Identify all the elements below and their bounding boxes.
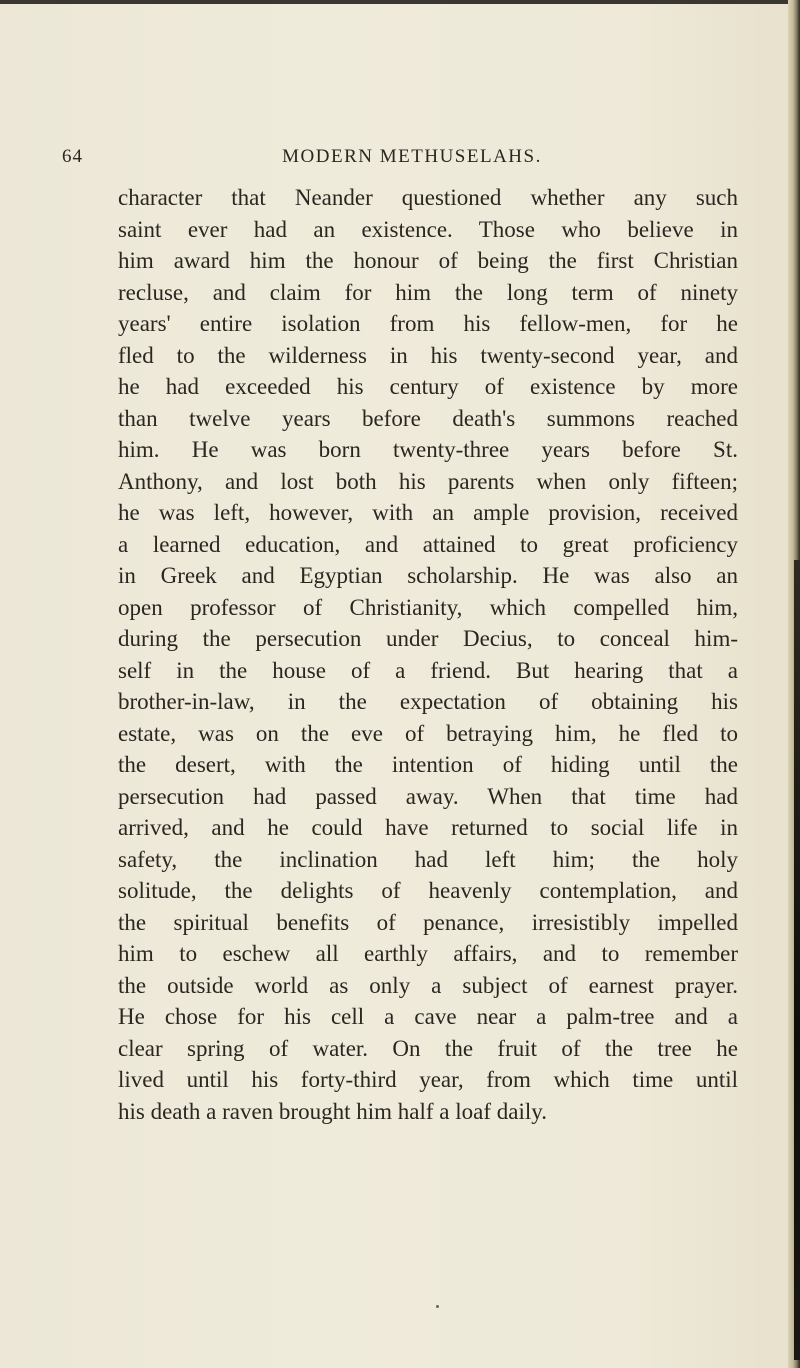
- running-title: MODERN METHUSELAHS.: [282, 146, 542, 167]
- text-line: the spiritual benefits of penance, irresistibly impelled: [118, 909, 738, 935]
- text-line: saint ever had an existence. Those who believe in: [118, 216, 738, 242]
- text-line: solitude, the delights of heavenly contemplation, and: [118, 878, 738, 903]
- text-line: than twelve years before death's summons reached: [118, 405, 738, 431]
- text-line: fled to the wilderness in his twenty-second year, and: [118, 342, 738, 368]
- text-line: persecution had passed away. When that time had: [118, 783, 738, 809]
- page-number: 64: [62, 146, 83, 167]
- text-line: recluse, and claim for him the long term of ninety: [118, 279, 738, 305]
- text-line: him to eschew all earthly affairs, and to remember: [118, 941, 738, 966]
- text-line: in Greek and Egyptian scholarship. He was also an: [118, 563, 738, 588]
- text-line-last: his death a raven brought him half a loaf daily.: [118, 1098, 547, 1124]
- text-line: lived until his forty-third year, from which time until: [118, 1067, 738, 1092]
- text-line: a learned education, and attained to great proficiency: [118, 531, 738, 557]
- text-line: years' entire isolation from his fellow-men, for he: [118, 311, 738, 336]
- text-line: the outside world as only a subject of earnest prayer.: [118, 972, 738, 998]
- text-line: he was left, however, with an ample provision, received: [118, 500, 738, 525]
- text-line: him award him the honour of being the first Christian: [118, 248, 738, 273]
- text-line: the desert, with the intention of hiding until the: [118, 752, 738, 777]
- text-line: He chose for his cell a cave near a palm-tree and a: [118, 1004, 738, 1029]
- text-line: safety, the inclination had left him; the holy: [118, 846, 738, 872]
- body-text: [118, 182, 738, 1127]
- page-edge-shadow: [794, 560, 800, 1360]
- text-line: open professor of Christianity, which compelled him,: [118, 594, 738, 620]
- text-line: self in the house of a friend. But hearing that a: [118, 657, 738, 683]
- text-line: during the persecution under Decius, to conceal him-: [118, 626, 738, 651]
- text-line: Anthony, and lost both his parents when only fifteen;: [118, 468, 738, 494]
- paper-speck: [436, 1305, 439, 1308]
- running-head: [62, 146, 762, 176]
- text-line: character that Neander questioned whether any such: [118, 185, 738, 210]
- text-line: arrived, and he could have returned to social life in: [118, 815, 738, 840]
- text-line: he had exceeded his century of existence by more: [118, 374, 738, 399]
- text-line: clear spring of water. On the fruit of the tree he: [118, 1035, 738, 1061]
- top-border: [0, 0, 800, 4]
- text-line: him. He was born twenty-three years before St.: [118, 437, 738, 462]
- text-line: brother-in-law, in the expectation of obtaining his: [118, 689, 738, 714]
- text-line: estate, was on the eve of betraying him, he fled to: [118, 720, 738, 746]
